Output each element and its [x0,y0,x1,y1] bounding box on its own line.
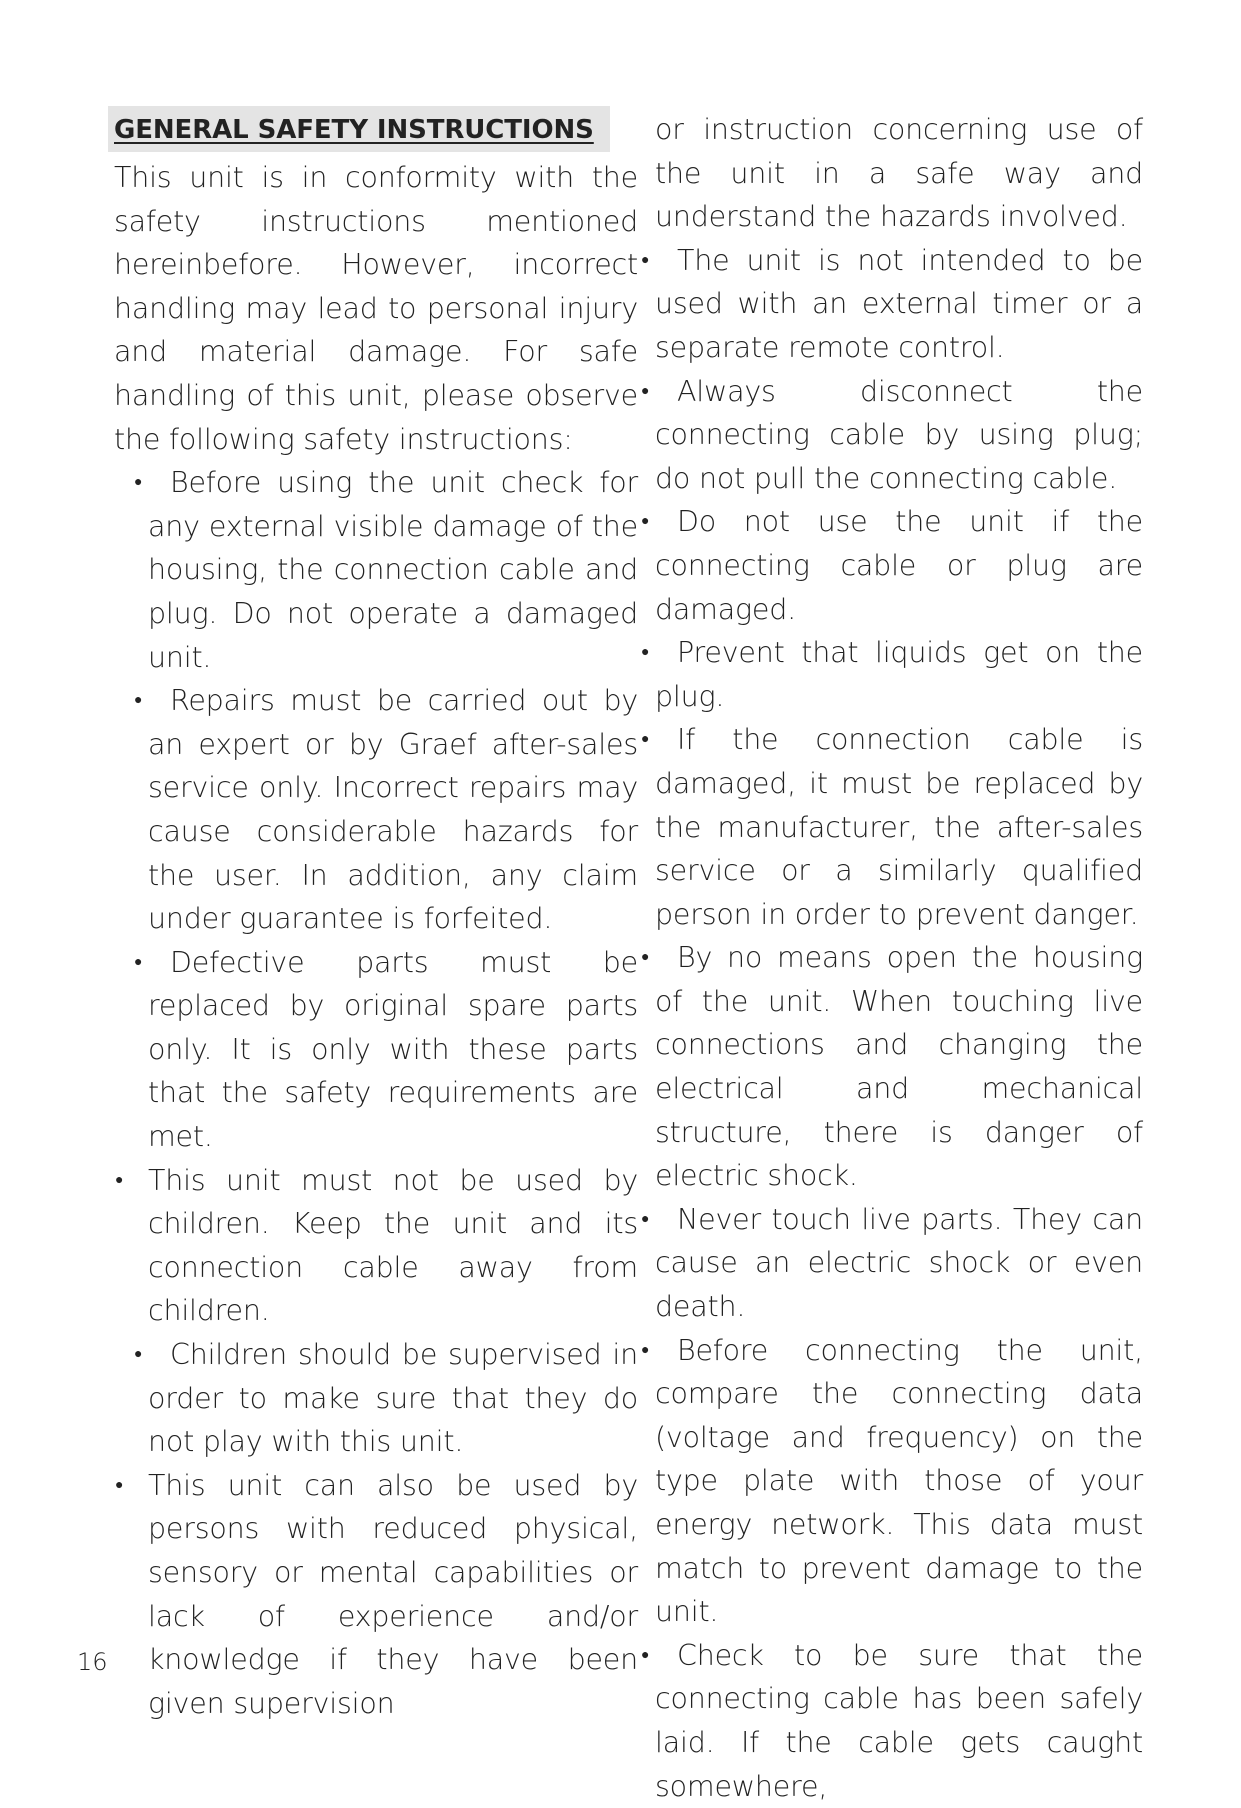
bullet-icon: ● [641,949,650,966]
list-item-text: Check to be sure that the connecting cable has been safely laid. If the cable gets caught somewhere, [655,1638,1143,1803]
list-item [114,1159,638,1333]
bullet-icon: ● [641,382,650,399]
left-column [114,106,638,1725]
list-item [114,461,638,679]
right-column [641,108,1143,1808]
list-item-text: Always disconnect the connecting cable by using plug; do not pull the connecting cable. [655,374,1143,495]
list-item-text: Prevent that liquids get on the plug. [655,636,1143,713]
list-item-text: Children should be supervised in order to make sure that they do not play with this unit. [148,1338,638,1459]
list-item [114,679,638,941]
list-item [114,941,638,1159]
section-heading: GENERAL SAFETY INSTRUCTIONS [114,115,594,145]
list-item-text: Repairs must be carried out by an expert or by Graef after-sales service only. Incorrect repairs may cause considerable hazards for the user. In addition, any claim under guarantee is forfeited. [148,684,638,936]
list-item-text: The unit is not intended to be used with an external timer or a separate remote control. [655,243,1143,364]
intro-paragraph: This unit is in conformity with the safety instructions mentioned hereinbefore. However, incorrect handling may lead to personal injury and material damage. For safe handling of this unit, please observe the following safety instructions: [114,161,638,456]
bullet-icon: ● [641,1646,650,1663]
bullet-icon: ● [115,1476,124,1493]
bullet-icon: ● [134,474,143,491]
list-item [114,1333,638,1464]
list-item [641,631,1143,718]
continuation-paragraph: or instruction concerning use of the unit in a safe way and understand the hazards involved. [655,113,1143,234]
list-item-text: Before connecting the unit, compare the connecting data (voltage and frequency) on the type plate with those of your energy network. This data must match to prevent damage to the unit. [655,1333,1143,1629]
list-item [641,1329,1143,1634]
bullet-icon: ● [641,513,650,530]
list-item [641,936,1143,1198]
list-item [641,718,1143,936]
bullet-icon: ● [641,644,650,661]
list-item-text: Never touch live parts. They can cause an electric shock or even death. [655,1202,1143,1324]
bullet-icon: ● [134,953,143,970]
list-item [641,1198,1143,1329]
bullet-icon: ● [641,1210,650,1227]
list-item [641,239,1143,370]
list-item [641,1634,1143,1808]
list-item-text: If the connection cable is damaged, it must be replaced by the manufacturer, the after-sales service or a similarly qualified person in order to prevent danger. [655,723,1143,931]
list-item-text: This unit can also be used by persons with reduced physical, sensory or mental capabilities or lack of experience and/or knowledge if they have been given supervision [148,1468,638,1720]
list-item-text: This unit must not be used by children. Keep the unit and its connection cable away from children. [148,1163,638,1328]
list-item [641,370,1143,501]
list-item-text: Defective parts must be replaced by original spare parts only. It is only with these parts that the safety requirements are met. [148,945,638,1154]
page-number: 16 [77,1648,108,1676]
bullet-icon: ● [641,1341,650,1358]
list-item-text: Before using the unit check for any external visible damage of the housing, the connection cable and plug. Do not operate a damaged unit. [148,466,638,674]
left-bullet-list [114,461,638,1725]
list-item [114,1464,638,1726]
list-item-text: By no means open the housing of the unit. When touching live connections and changing the electrical and mechanical structure, there is danger of electric shock. [655,941,1143,1193]
bullet-icon: ● [134,692,143,709]
right-bullet-list [641,239,1143,1808]
bullet-icon: ● [115,1171,124,1188]
bullet-icon: ● [641,731,650,748]
heading-highlight [108,106,610,152]
bullet-icon: ● [134,1346,143,1363]
list-item [641,500,1143,631]
list-item-text: Do not use the unit if the connecting cable or plug are damaged. [655,505,1143,626]
bullet-icon: ● [641,251,650,268]
